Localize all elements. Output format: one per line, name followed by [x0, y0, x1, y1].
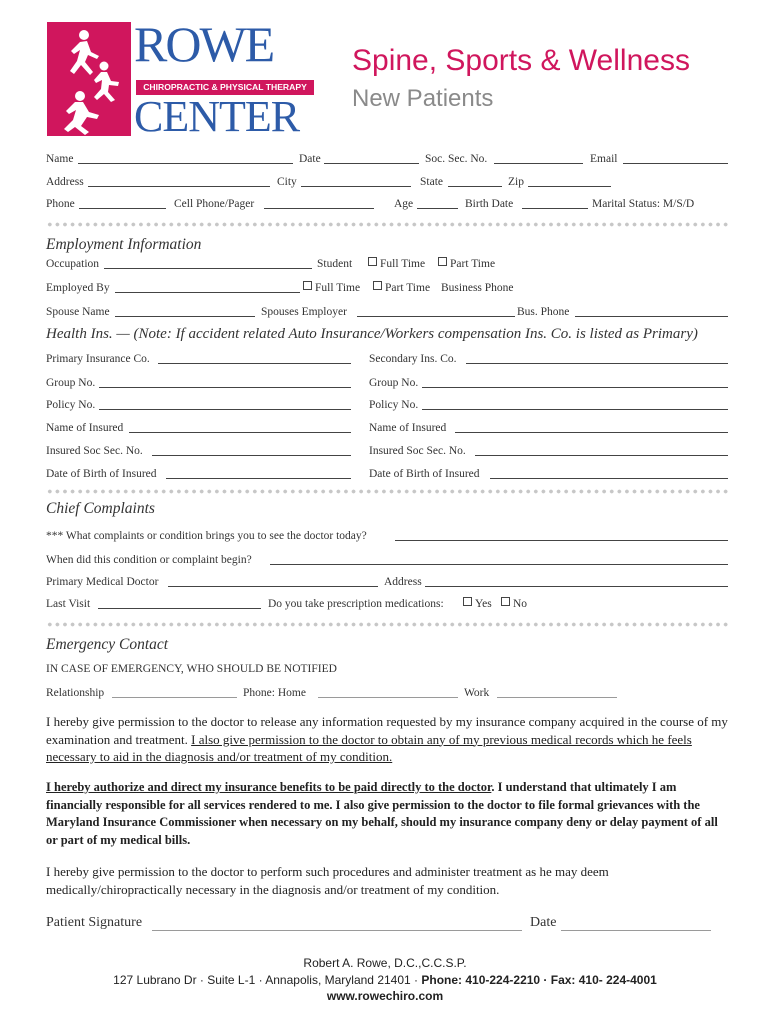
phone-label: Phone: [46, 198, 75, 210]
previous-records-text: I also give permission to the doctor to obtain any of my previous medical records which he feels necessary to aid in the diagnosis and/or treatment of my condition.: [46, 731, 692, 764]
state-field[interactable]: [448, 186, 502, 187]
logo-name-top: ROWE: [134, 16, 274, 72]
age-field[interactable]: [417, 208, 458, 209]
signature-date-label: Date: [530, 915, 557, 930]
doctor-address-label: Address: [384, 576, 422, 588]
name-label: Name: [46, 153, 74, 165]
divider: [46, 622, 728, 627]
ssn-label: Soc. Sec. No.: [425, 153, 488, 165]
marital-status-label: Marital Status: M/S/D: [592, 198, 695, 210]
work-phone-label: Work: [464, 687, 490, 699]
work-phone-field[interactable]: [497, 697, 617, 698]
employed-by-field[interactable]: [115, 292, 300, 293]
policy-no-field-2[interactable]: [422, 409, 728, 410]
checkbox-icon[interactable]: [463, 597, 472, 606]
treatment-permission-text: I hereby give permission to the doctor to perform such procedures and administer treatment as he may deem medically/chiropractically necessary in the diagnosis and/or treatment of my condition.: [46, 864, 609, 897]
zip-field[interactable]: [528, 186, 611, 187]
logo-banner: CHIROPRACTIC & PHYSICAL THERAPY: [136, 80, 314, 95]
complaint-question: *** What complaints or condition brings you to see the doctor today?: [46, 530, 367, 542]
footer-doctor: Robert A. Rowe, D.C.,C.C.S.P.: [303, 956, 467, 970]
cell-field[interactable]: [264, 208, 374, 209]
emergency-contact-heading: Emergency Contact: [46, 636, 169, 653]
emergency-notify-label: IN CASE OF EMERGENCY, WHO SHOULD BE NOTIFIED: [46, 663, 337, 675]
part-time-option[interactable]: [438, 257, 495, 271]
student-label: Student: [317, 258, 353, 270]
health-ins-heading: Health Ins. — (Note: If accident related Auto Insurance/Workers compensation Ins. Co. is listed as Primary): [46, 326, 698, 342]
logo-name-bottom: CENTER: [134, 92, 300, 141]
footer-website[interactable]: www.rowechiro.com: [326, 989, 444, 1003]
phone-field[interactable]: [79, 208, 166, 209]
date-field[interactable]: [324, 163, 419, 164]
release-info-text: I hereby give permission to the doctor to release any information requested by my insurance company acquired in the course of my examination and treatment.: [46, 714, 728, 747]
date-label: Date: [299, 153, 321, 165]
checkbox-icon[interactable]: [373, 281, 382, 290]
page-subtitle: New Patients: [352, 85, 494, 112]
full-time-option-2[interactable]: [303, 281, 360, 295]
address-label: Address: [46, 176, 84, 188]
prescription-meds-label: Do you take prescription medications:: [268, 598, 444, 610]
name-of-insured-label-2: Name of Insured: [369, 422, 447, 434]
city-label: City: [277, 176, 297, 188]
page-title: Spine, Sports & Wellness: [352, 44, 690, 77]
last-visit-field[interactable]: [98, 608, 261, 609]
checkbox-icon[interactable]: [501, 597, 510, 606]
secondary-insurance-label: Secondary Ins. Co.: [369, 353, 457, 365]
treatment-permission-paragraph: [46, 863, 732, 898]
policy-no-label: Policy No.: [46, 399, 96, 411]
birth-date-field[interactable]: [522, 208, 588, 209]
name-of-insured-label: Name of Insured: [46, 422, 124, 434]
employed-by-label: Employed By: [46, 282, 110, 294]
signature-date-field[interactable]: [561, 930, 711, 931]
footer-address-line: [0, 973, 770, 987]
doctor-address-field[interactable]: [425, 586, 728, 587]
authorize-benefits-paragraph: [46, 779, 732, 849]
relationship-label: Relationship: [46, 687, 105, 699]
insured-dob-label-2: Date of Birth of Insured: [369, 468, 480, 480]
full-time-label: Full Time: [380, 258, 426, 270]
checkbox-icon[interactable]: [303, 281, 312, 290]
spouses-employer-label: Spouses Employer: [261, 306, 347, 318]
group-no-label-2: Group No.: [369, 377, 419, 389]
occupation-label: Occupation: [46, 258, 100, 270]
spouse-name-field[interactable]: [115, 316, 255, 317]
logo: [47, 16, 317, 141]
primary-insurance-label: Primary Insurance Co.: [46, 353, 150, 365]
part-time-label: Part Time: [385, 282, 431, 294]
meds-no-option[interactable]: [501, 597, 527, 611]
runners-icon: [47, 22, 131, 136]
footer-phone: Phone: 410-224-2210 · Fax: 410- 224-4001: [421, 973, 657, 987]
phone-home-field[interactable]: [318, 697, 458, 698]
policy-no-label-2: Policy No.: [369, 399, 419, 411]
patient-signature-label: Patient Signature: [46, 915, 143, 930]
condition-begin-question: When did this condition or complaint begin?: [46, 554, 252, 566]
insured-dob-field[interactable]: [166, 478, 351, 479]
ssn-field[interactable]: [494, 163, 583, 164]
business-phone-label: Business Phone: [441, 282, 514, 294]
name-of-insured-field[interactable]: [129, 432, 351, 433]
occupation-field[interactable]: [104, 268, 312, 269]
insured-dob-label: Date of Birth of Insured: [46, 468, 157, 480]
financial-responsibility-text: . I understand that ultimately I am financially responsible for all services rendered to me. I also give permission to the doctor to file formal grievances with the Maryland Insurance Commissioner when necessary on my behalf, should my insurance company deny or delay payment of all or part of my medical bills.: [46, 780, 718, 847]
divider: [46, 222, 728, 227]
insured-dob-field-2[interactable]: [490, 478, 728, 479]
name-field[interactable]: [78, 163, 293, 164]
spouse-name-label: Spouse Name: [46, 306, 110, 318]
city-field[interactable]: [301, 186, 411, 187]
insured-ssn-field-2[interactable]: [475, 455, 728, 456]
cell-label: Cell Phone/Pager: [174, 198, 255, 210]
group-no-field[interactable]: [99, 387, 351, 388]
condition-begin-field[interactable]: [270, 564, 728, 565]
chief-complaints-heading: Chief Complaints: [46, 500, 155, 517]
full-time-option[interactable]: [368, 257, 425, 271]
address-field[interactable]: [88, 186, 270, 187]
primary-insurance-field[interactable]: [158, 363, 351, 364]
last-visit-label: Last Visit: [46, 598, 91, 610]
secondary-insurance-field[interactable]: [466, 363, 728, 364]
bus-phone-field[interactable]: [575, 316, 728, 317]
birth-date-label: Birth Date: [465, 198, 514, 210]
bus-phone-label: Bus. Phone: [517, 306, 570, 318]
no-label: No: [513, 598, 528, 610]
policy-no-field[interactable]: [99, 409, 351, 410]
logo-runners-panel: [47, 22, 131, 136]
authorize-benefits-text: I hereby authorize and direct my insurance benefits to be paid directly to the doctor: [46, 780, 492, 794]
phone-home-label: Phone: Home: [243, 687, 306, 699]
insured-ssn-label: Insured Soc Sec. No.: [46, 445, 143, 457]
release-info-paragraph: [46, 713, 732, 766]
email-field[interactable]: [623, 163, 728, 164]
relationship-field[interactable]: [112, 697, 237, 698]
insured-ssn-label-2: Insured Soc Sec. No.: [369, 445, 466, 457]
checkbox-icon[interactable]: [438, 257, 447, 266]
email-label: Email: [590, 153, 618, 165]
meds-yes-option[interactable]: [463, 597, 492, 611]
divider: [46, 489, 728, 494]
complaint-field[interactable]: [395, 540, 728, 541]
full-time-label: Full Time: [315, 282, 361, 294]
group-no-label: Group No.: [46, 377, 96, 389]
primary-doctor-field[interactable]: [168, 586, 378, 587]
part-time-option-2[interactable]: [373, 281, 430, 295]
zip-label: Zip: [508, 176, 524, 188]
spouses-employer-field[interactable]: [357, 316, 515, 317]
patient-signature-field[interactable]: [152, 930, 522, 931]
group-no-field-2[interactable]: [422, 387, 728, 388]
state-label: State: [420, 176, 443, 188]
age-label: Age: [394, 198, 414, 210]
yes-label: Yes: [475, 598, 492, 610]
checkbox-icon[interactable]: [368, 257, 377, 266]
name-of-insured-field-2[interactable]: [455, 432, 728, 433]
footer-address: 127 Lubrano Dr · Suite L-1 · Annapolis, Maryland 21401 ·: [113, 973, 422, 987]
employment-heading: Employment Information: [46, 236, 202, 253]
part-time-label: Part Time: [450, 258, 496, 270]
primary-doctor-label: Primary Medical Doctor: [46, 576, 159, 588]
insured-ssn-field[interactable]: [152, 455, 351, 456]
